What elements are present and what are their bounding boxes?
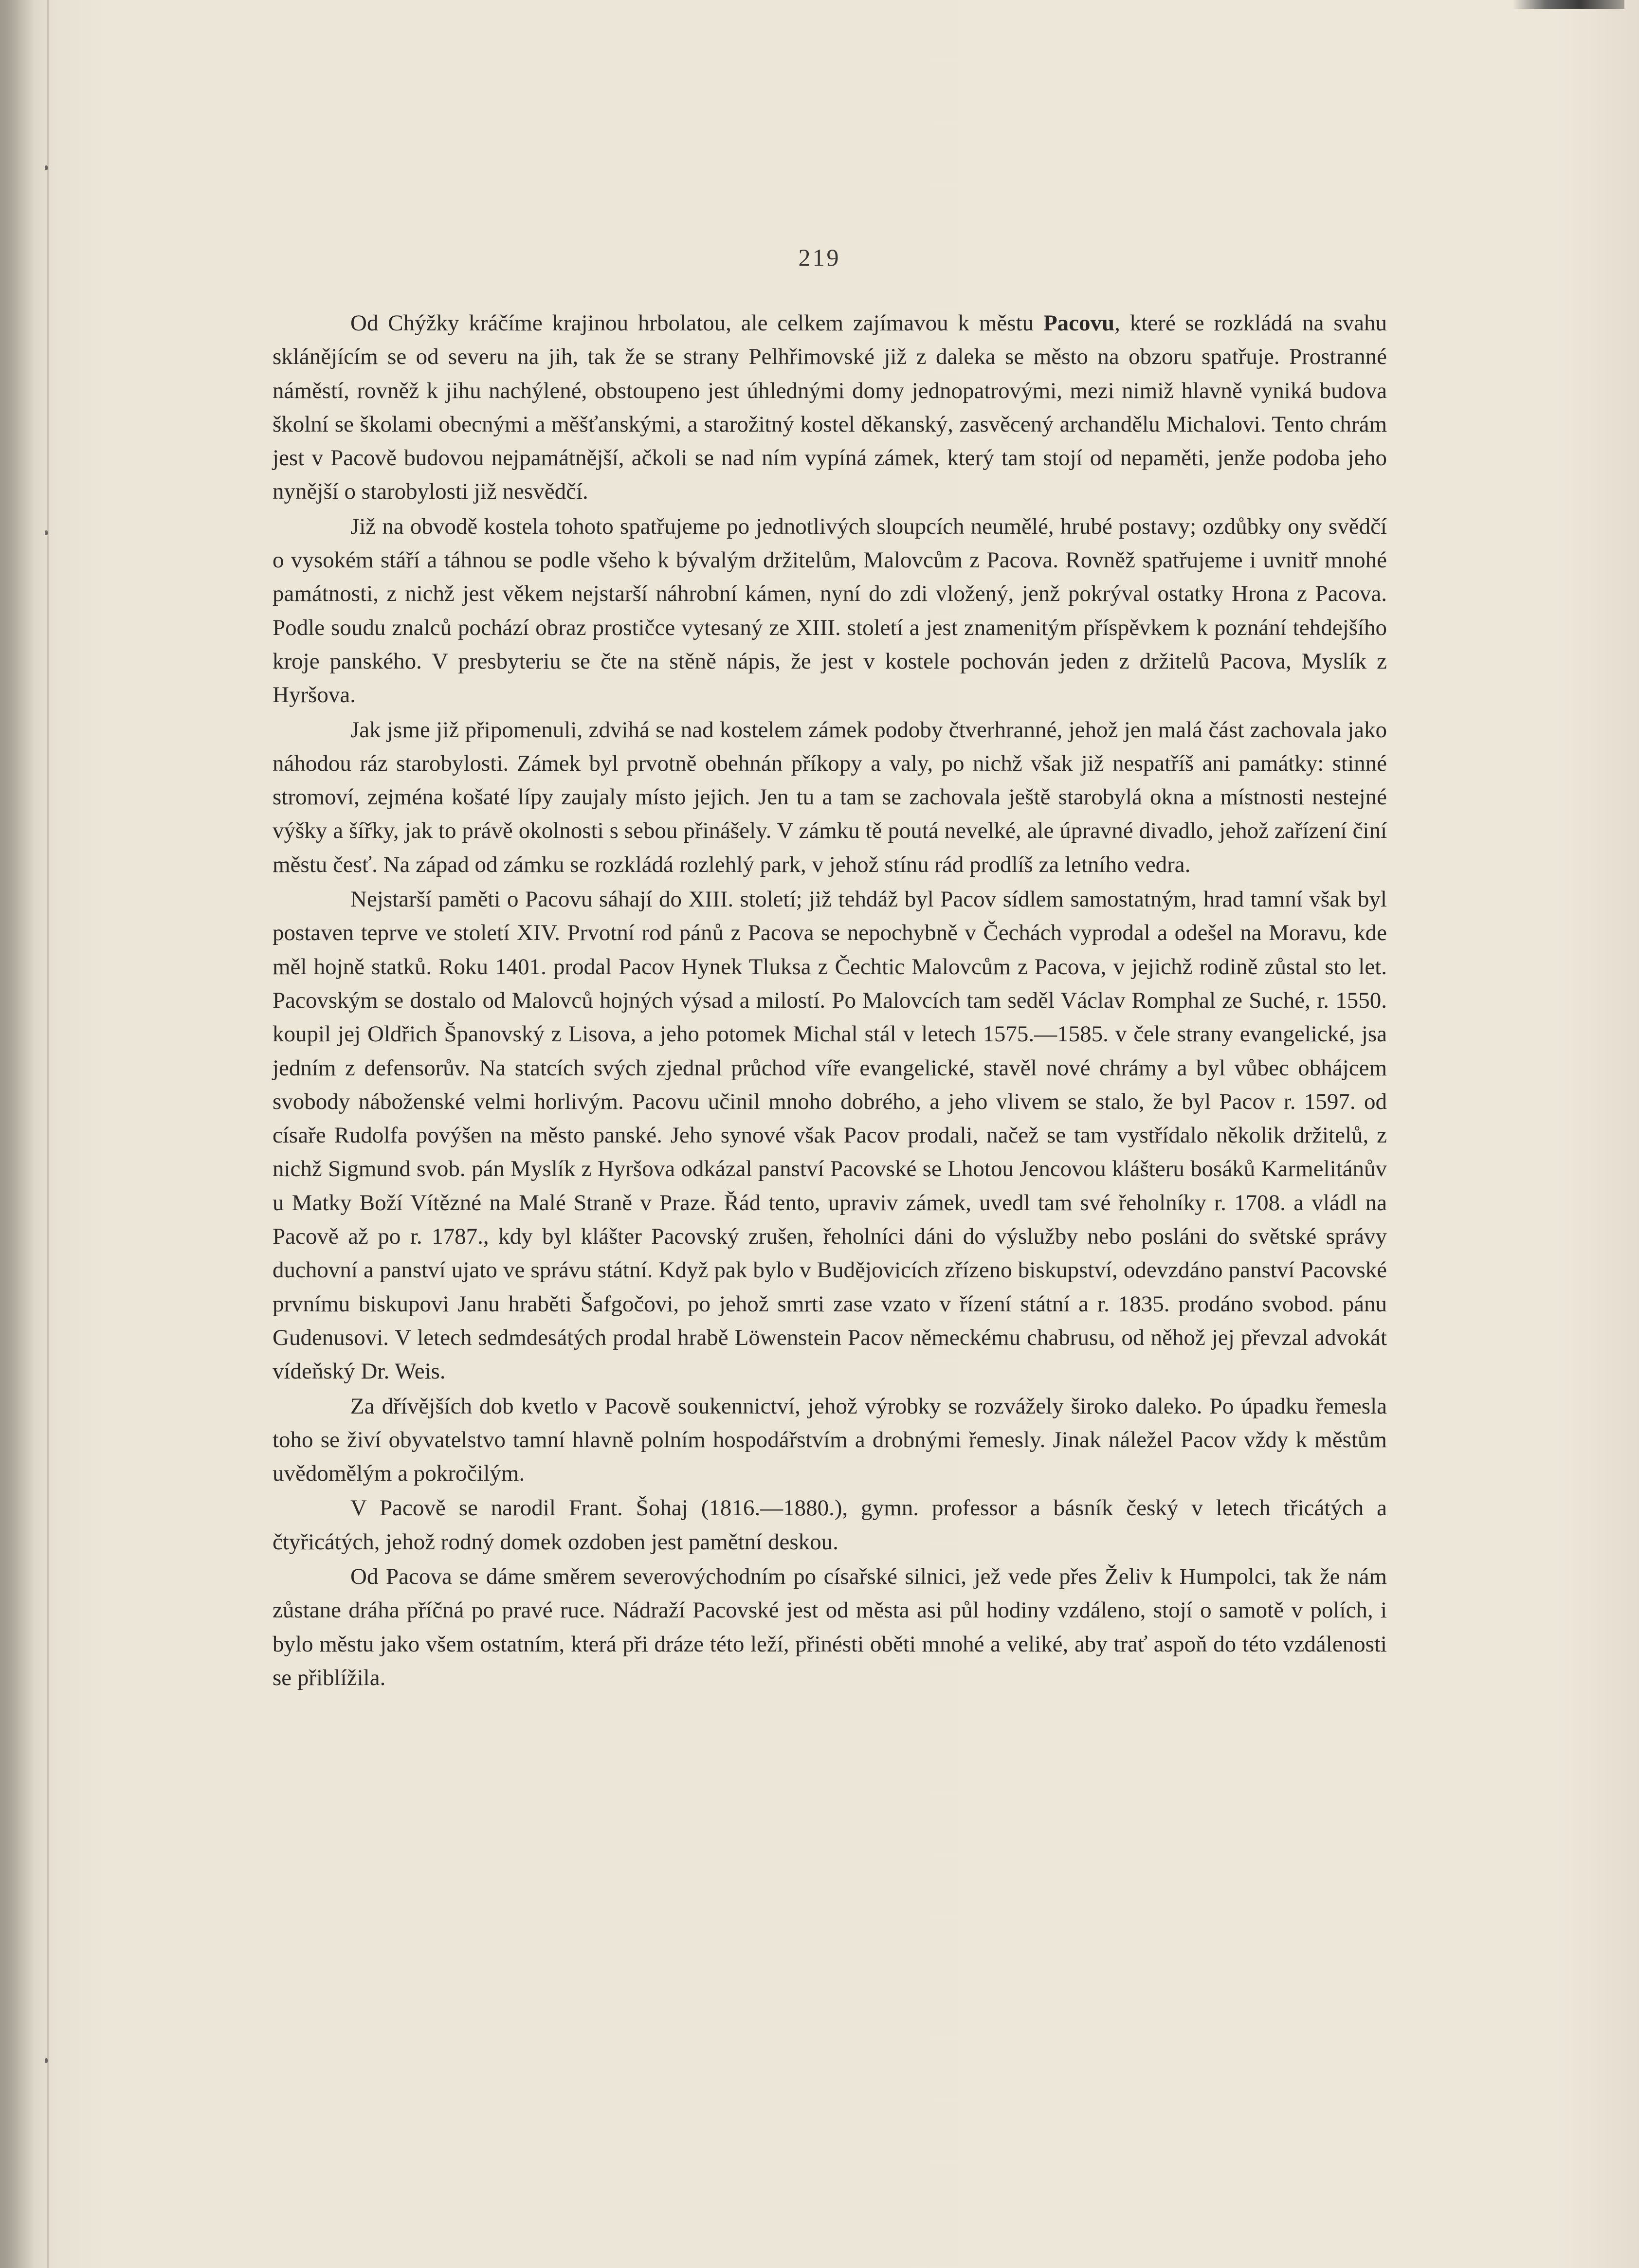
paragraph-3: Jak jsme již připomenuli, zdvihá se nad kostelem zámek podoby čtverhranné, jehož jen malá část zachovala jako náhodou ráz starobylosti. Zámek byl prvotně obehnán příkopy a valy, po nichž však již nespatříš ani památky: stinné stromoví, zejména košaté lípy zaujaly místo jejich. Jen tu a tam se zachovala ještě starobylá okna a místnosti nestejné výšky a šířky, jak to právě okolnosti s sebou přinášely. V zámku tě poutá nevelké, ale úpravné divadlo, jehož zařízení činí městu česť. Na západ od zámku se rozkládá rozlehlý park, v jehož stínu rád prodlíš za letního vedra.	[273, 717, 1387, 877]
paragraph-5: Za dřívějších dob kvetlo v Pacově soukennictví, jehož výrobky se rozvážely široko daleko. Po úpadku řemesla toho se živí obyvatelstvo tamní hlavně polním hospodářstvím a drobnými řemesly. Jinak náležel Pacov vždy k městům uvědomělým a pokročilým.	[273, 1393, 1387, 1487]
paragraph-1-start: Od Chýžky kráčíme krajinou hrbolatou, ale celkem zajímavou k městu	[350, 310, 1043, 336]
paper-speck	[45, 530, 48, 535]
paragraph-1-rest: , které se rozkládá na svahu sklánějícím se od severu na jih, tak že se strany Pelhřimovské již z daleka se město na obzoru spatřuje. Prostranné náměstí, rovněž k jihu nachýlené, obstoupeno jest úhlednými domy jednopatrovými, mezi nimiž hlavně vyniká budova školní se školami obecnými a měšťanskými, a starožitný kostel děkanský, zasvěcený archandělu Michalovi. Tento chrám jest v Pacově budovou nejpamátnější, ačkoli se nad ním vypíná zámek, který tam stojí od nepaměti, jenže podoba jeho nynější o starobylosti již nesvědčí.	[273, 310, 1387, 505]
binding-shadow	[0, 0, 34, 2268]
emphasized-place-name: Pacovu	[1043, 310, 1115, 336]
paper-speck	[45, 2058, 48, 2063]
gutter-line	[47, 0, 49, 2268]
body-text	[273, 307, 1387, 1695]
paragraph-2: Již na obvodě kostela tohoto spatřujeme po jednotlivých sloupcích neumělé, hrubé postavy; ozdůbky ony svědčí o vysokém stáří a táhnou se podle všeho k bývalým držitelům, Malovcům z Pacova. Rovněž spatřujeme i uvnitř mnohé památnosti, z nichž jest věkem nejstarší náhrobní kámen, nyní do zdi vložený, jenž pokrýval ostatky Hrona z Pacova. Podle soudu znalců pochází obraz prostičce vytesaný ze XIII. století a jest znamenitým příspěvkem k poznání tehdejšího kroje panského. V presbyteriu se čte na stěně nápis, že jest v kostele pochován jeden z držitelů Pacova, Myslík z Hyršova.	[273, 513, 1387, 708]
paragraph-7: Od Pacova se dáme směrem severovýchodním po císařské silnici, jež vede přes Želiv k Humpolci, tak že nám zůstane dráha příčná po pravé ruce. Nádraží Pacovské jest od města asi půl hodiny vzdáleno, stojí o samotě v polích, i bylo městu jako všem ostatním, která při dráze této leží, přinésti oběti mnohé a veliké, aby trať aspoň do této vzdálenosti se přiblížila.	[273, 1563, 1387, 1690]
scan-edge-mark	[1512, 0, 1624, 9]
paper-speck	[45, 165, 48, 170]
paragraph-6: V Pacově se narodil Frant. Šohaj (1816.—1880.), gymn. professor a básník český v letech třicátých a čtyřicátých, jehož rodný domek ozdoben jest pamětní deskou.	[273, 1495, 1387, 1555]
paragraph-1	[273, 307, 1387, 509]
paragraph-4: Nejstarší paměti o Pacovu sáhají do XIII. století; již tehdáž byl Pacov sídlem samostatným, hrad tamní však byl postaven teprve ve století XIV. Prvotní rod pánů z Pacova se nepochybně v Čechách vyprodal a odešel na Moravu, kde měl hojně statků. Roku 1401. prodal Pacov Hynek Tluksa z Čechtic Malovcům z Pacova, v jejichž rodině zůstal sto let. Pacovským se dostalo od Malovců hojných výsad a milostí. Po Malovcích tam seděl Václav Romphal ze Suché, r. 1550. koupil jej Oldřich Španovský z Lisova, a jeho potomek Michal stál v letech 1575.—1585. v čele strany evangelické, jsa jedním z defensorův. Na statcích svých zjednal průchod víře evangelické, stavěl nové chrámy a byl vůbec obhájcem svobody náboženské velmi horlivým. Pacovu učinil mnoho dobrého, a jeho vlivem se stalo, že byl Pacov r. 1597. od císaře Rudolfa povýšen na město panské. Jeho synové však Pacov prodali, načež se tam vystřídalo několik držitelů, z nichž Sigmund svob. pán Myslík z Hyršova odkázal panství Pacovské se Lhotou Jencovou klášteru bosáků Karmelitánův u Matky Boží Vítězné na Malé Straně v Praze. Řád tento, upraviv zámek, uvedl tam své řeholníky r. 1708. a vládl na Pacově až po r. 1787., kdy byl klášter Pacovský zrušen, řeholníci dáni do výslužby nebo posláni do světské správy duchovní a panství ujato ve správu státní. Když pak bylo v Budějovicích zřízeno biskupství, odevzdáno panství Pacovské prvnímu biskupovi Janu hraběti Šafgočovi, po jehož smrti zase vzato v řízení státní a r. 1835. prodáno svobod. pánu Gudenusovi. V letech sedmdesátých prodal hrabě Löwenstein Pacov německému chabrusu, od něhož jej převzal advokát vídeňský Dr. Weis.	[273, 887, 1387, 1384]
page-number: 219	[798, 244, 841, 271]
